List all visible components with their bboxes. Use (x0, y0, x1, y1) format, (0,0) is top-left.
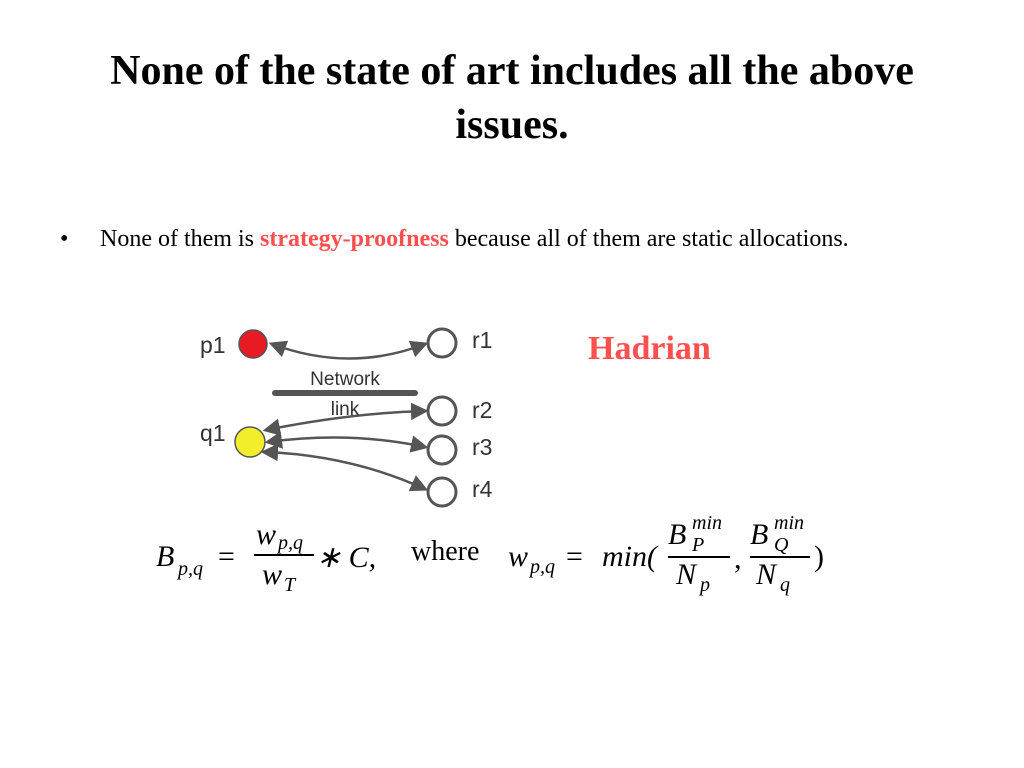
formula-frac-bar-1 (254, 554, 314, 556)
node-r2 (428, 397, 456, 425)
node-q1-label: q1 (200, 420, 226, 446)
formula-w-num-sub: p,q (278, 532, 303, 554)
formula-Nq-sub: q (780, 574, 790, 596)
edge-q1-r3 (268, 438, 425, 447)
bandwidth-formula (156, 512, 856, 612)
formula-min-open: min( (602, 540, 657, 573)
slide-title-line2: issues. (455, 102, 569, 148)
node-r4 (428, 478, 456, 506)
node-p1 (239, 330, 267, 358)
network-link-label-line1: Network (310, 369, 380, 390)
bullet-text-after: because all of them are static allocations. (448, 226, 849, 252)
network-diagram (180, 315, 520, 520)
formula-Bp-sub: P (692, 534, 705, 556)
formula-Bp: B (668, 518, 687, 551)
formula-w-num: w (256, 518, 277, 551)
node-r1-label: r1 (472, 327, 493, 353)
node-r1 (428, 329, 456, 357)
bullet-text (100, 222, 900, 256)
node-q1 (235, 427, 265, 457)
node-r2-label: r2 (472, 397, 493, 423)
edge-p1-r1 (272, 344, 425, 359)
edge-q1-r4 (264, 452, 425, 489)
bullet-marker: • (60, 226, 69, 252)
formula-w-den: w (262, 558, 283, 591)
node-r4-label: r4 (472, 476, 493, 502)
formula-B-sub: p,q (178, 558, 203, 580)
formula-Np-sub: p (700, 574, 710, 596)
formula-where: where (411, 536, 480, 567)
bullet-emphasis: strategy-proofness (259, 226, 449, 252)
formula-eq2: = (566, 540, 583, 573)
node-r3 (428, 436, 456, 464)
formula-Bq: B (750, 518, 769, 551)
network-link-label-line2: link (330, 399, 360, 420)
formula-times-C: ∗ C, (316, 541, 377, 574)
node-r3-label: r3 (472, 434, 493, 460)
formula-Bp-sup: min (692, 512, 722, 534)
formula-eq1: = (218, 540, 235, 573)
slide-title (40, 44, 984, 152)
formula-Np: N (676, 558, 697, 591)
formula-w-sub: p,q (530, 556, 555, 578)
slide-title-line1: None of the state of art includes all the above (110, 48, 914, 94)
formula-w: w (508, 540, 529, 573)
hadrian-label: Hadrian (588, 330, 711, 367)
formula-B: B (156, 540, 175, 573)
bullet-text-before: None of them is (100, 226, 260, 252)
formula-Nq: N (756, 558, 777, 591)
node-p1-label: p1 (200, 332, 226, 358)
formula-Bq-sub: Q (774, 534, 789, 556)
formula-Bq-sup: min (774, 512, 804, 534)
formula-comma: , (734, 542, 742, 575)
formula-w-den-sub: T (284, 574, 296, 596)
formula-close: ) (814, 540, 824, 573)
